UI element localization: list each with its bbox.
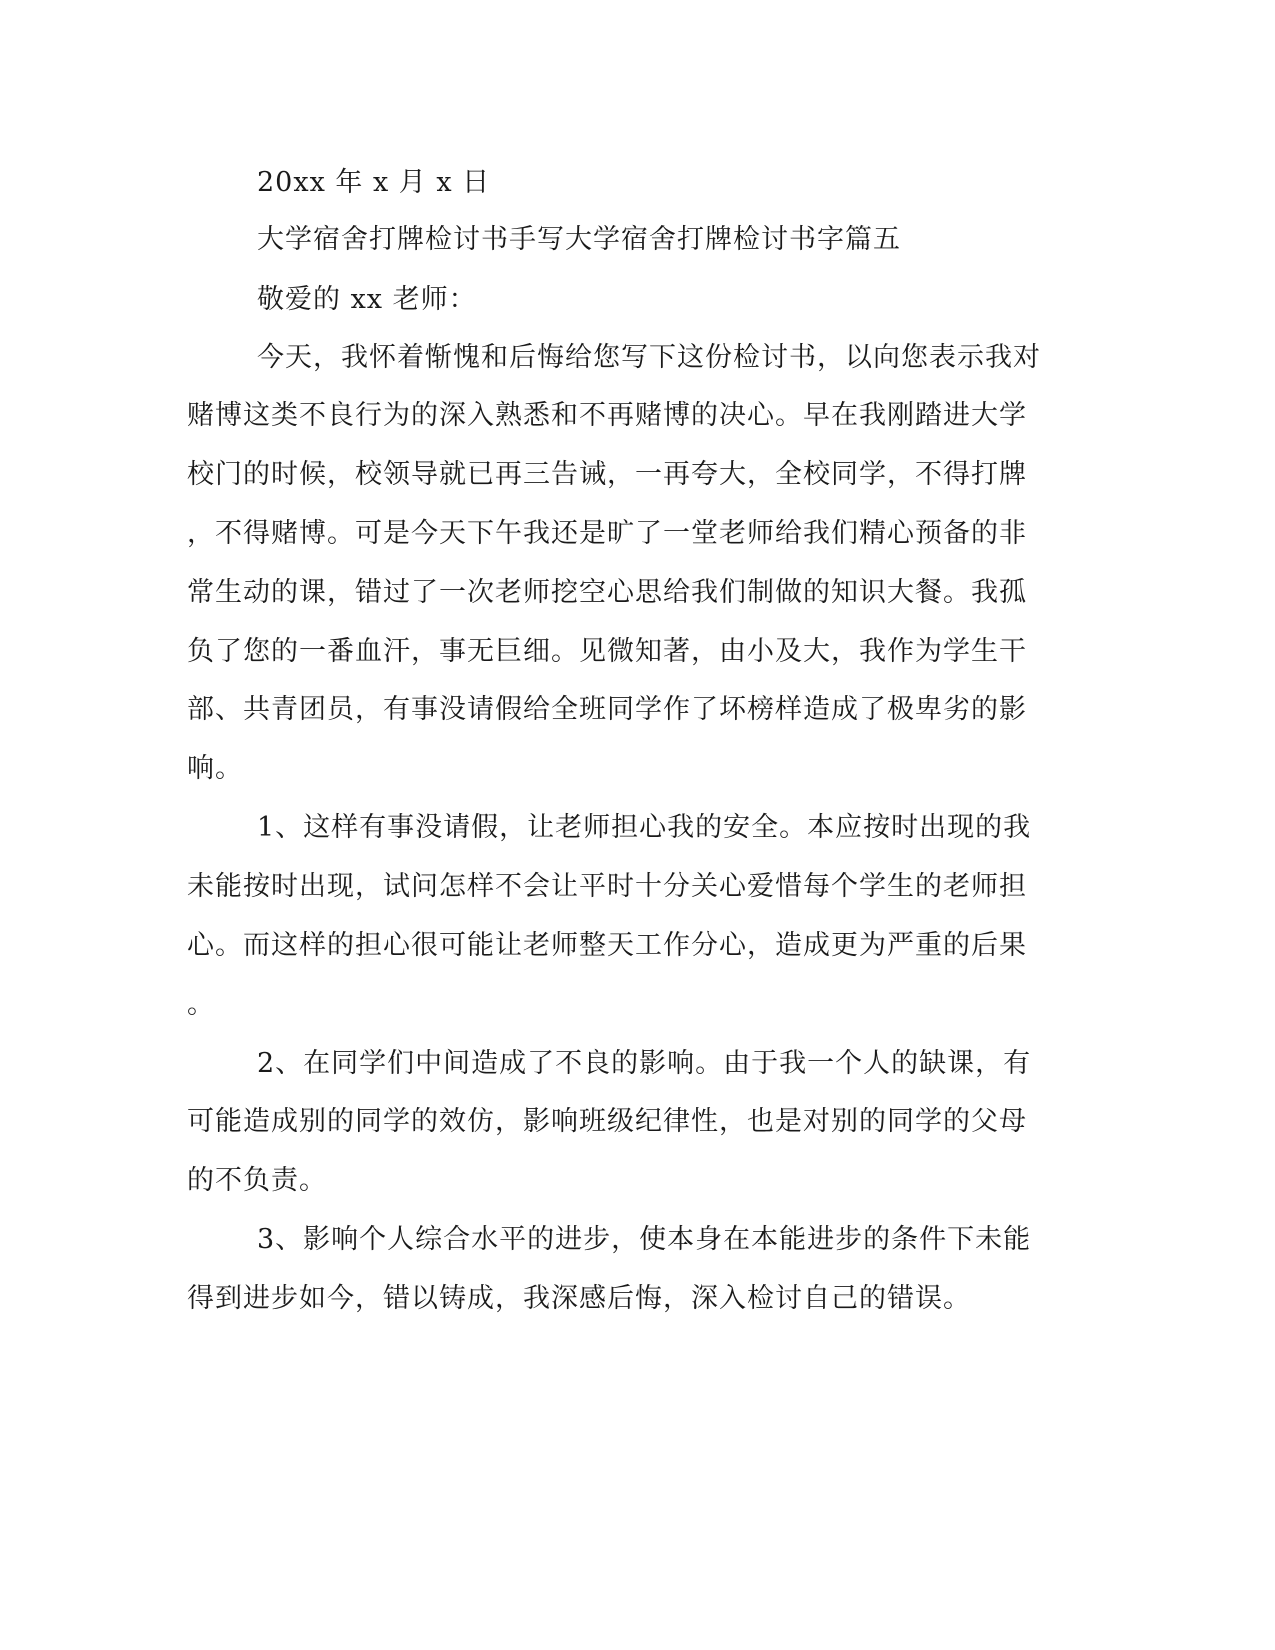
paragraph-line: 部、共青团员，有事没请假给全班同学作了坏榜样造成了极卑劣的影	[187, 694, 1027, 725]
paragraph-line: 心。而这样的担心很可能让老师整天工作分心，造成更为严重的后果	[187, 930, 1027, 961]
paragraph-line: 常生动的课，错过了一次老师挖空心思给我们制做的知识大餐。我孤	[187, 577, 1027, 608]
paragraph-line: 今天，我怀着惭愧和后悔给您写下这份检讨书，以向您表示我对	[257, 342, 1041, 373]
date-line: 20xx 年 x 月 x 日	[257, 167, 491, 198]
salutation: 敬爱的 xx 老师：	[257, 284, 477, 315]
document-title: 大学宿舍打牌检讨书手写大学宿舍打牌检讨书字篇五	[257, 224, 901, 255]
paragraph-line: 得到进步如今，错以铸成，我深感后悔，深入检讨自己的错误。	[187, 1283, 971, 1314]
paragraph-line: ，不得赌博。可是今天下午我还是旷了一堂老师给我们精心预备的非	[187, 518, 1027, 549]
paragraph-line: 2、在同学们中间造成了不良的影响。由于我一个人的缺课，有	[257, 1048, 1032, 1079]
paragraph-line: 。	[187, 989, 215, 1020]
paragraph-line: 3、影响个人综合水平的进步，使本身在本能进步的条件下未能	[257, 1224, 1032, 1255]
paragraph-line: 的不负责。	[187, 1165, 327, 1196]
paragraph-line: 负了您的一番血汗，事无巨细。见微知著，由小及大，我作为学生干	[187, 636, 1027, 667]
paragraph-line: 赌博这类不良行为的深入熟悉和不再赌博的决心。早在我刚踏进大学	[187, 400, 1027, 431]
paragraph-line: 1、这样有事没请假，让老师担心我的安全。本应按时出现的我	[257, 812, 1032, 843]
paragraph-line: 校门的时候，校领导就已再三告诫，一再夸大，全校同学，不得打牌	[187, 459, 1027, 490]
paragraph-line: 可能造成别的同学的效仿，影响班级纪律性，也是对别的同学的父母	[187, 1106, 1027, 1137]
paragraph-line: 未能按时出现，试问怎样不会让平时十分关心爱惜每个学生的老师担	[187, 871, 1027, 902]
paragraph-line: 响。	[187, 753, 243, 784]
